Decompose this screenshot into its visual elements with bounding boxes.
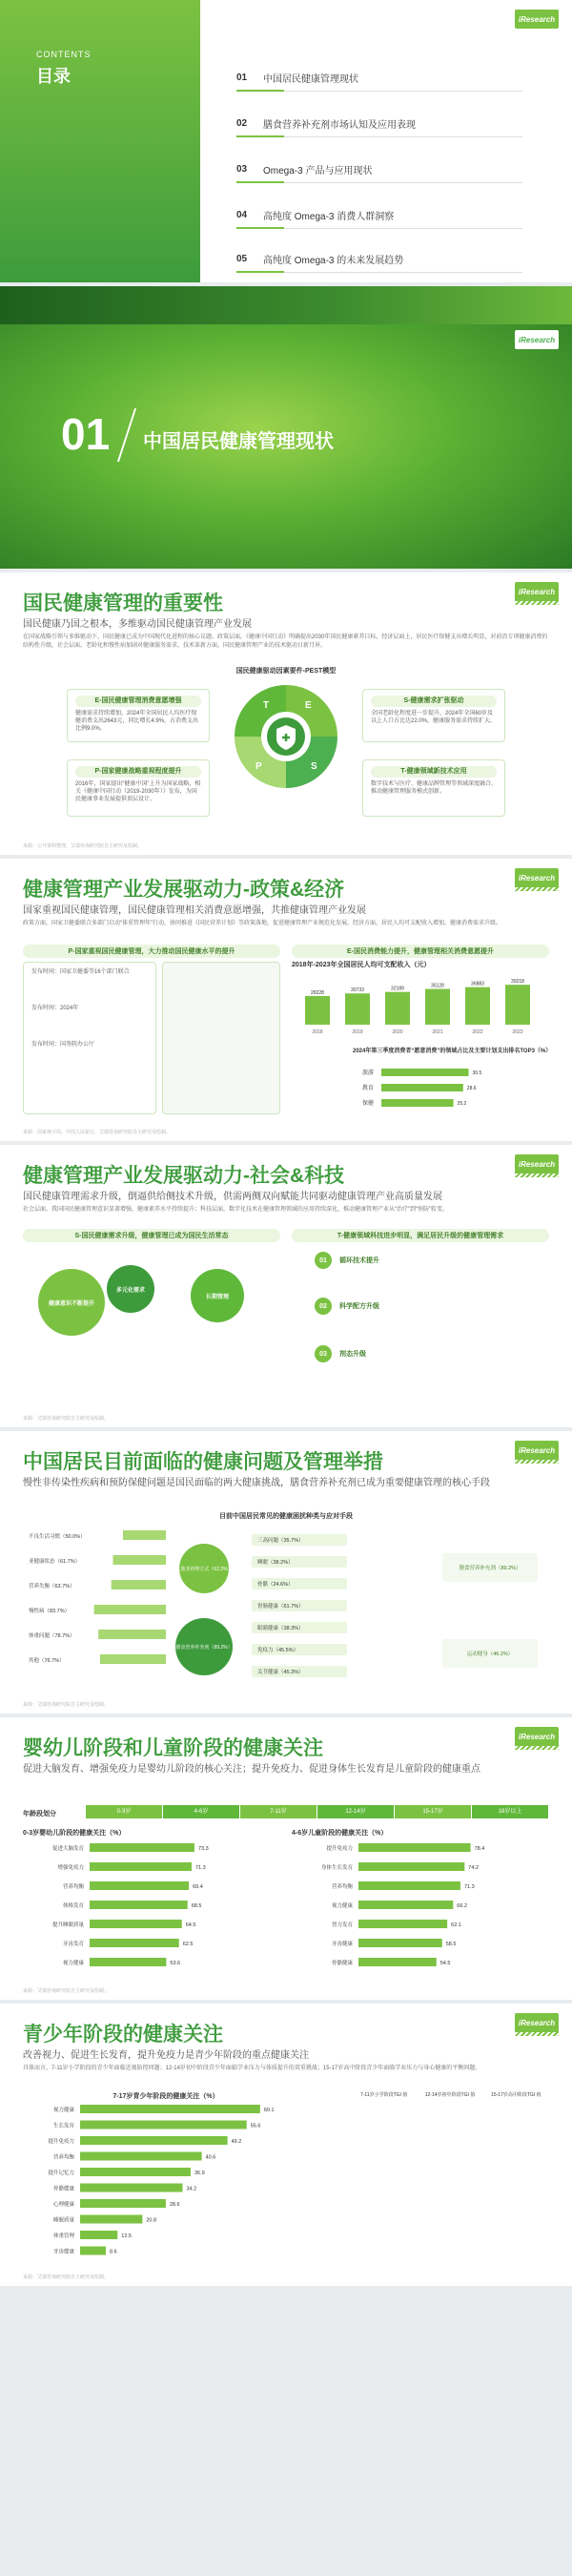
page-title: 健康管理产业发展驱动力-政策&经济 — [23, 879, 345, 901]
bar-chart-title: 2018年-2023年全国居民人均可支配收入（元） — [292, 962, 431, 968]
source-note: 来源：公开资料整理，艾瑞咨询研究院自主研究及绘制。 — [23, 843, 143, 849]
page-subtitle: 国家重视国民健康管理，国民健康管理相关消费意愿增强，共推健康管理产业发展 — [23, 905, 366, 916]
income-value: 32189 — [391, 986, 404, 992]
bar-value: 64.5 — [185, 1922, 196, 1928]
tech-title: T-健康领域科技进步明显，满足居民升级的健康管理需求 — [292, 1229, 549, 1242]
bar-label: 骨骼健康 — [331, 1961, 353, 1966]
income-bar-chart — [292, 969, 549, 1036]
concern-label: 三高问题（35.7%） — [257, 1538, 304, 1544]
policy-list: 发布时间：国家卫健委等16个部门联合 发布时间：2024年 发布时间：国务院办公厅 — [23, 962, 156, 1114]
teen-value: 40.6 — [205, 2154, 216, 2161]
contents-zh: 目录 — [36, 67, 71, 86]
brand-logo: iResearch — [515, 1154, 559, 1174]
income-value: 35128 — [431, 983, 444, 989]
income-value: 28228 — [311, 989, 324, 996]
tech-num: 03 — [315, 1345, 332, 1362]
pest-letter: E — [305, 700, 312, 711]
brand-logo: iResearch — [515, 330, 559, 349]
tech-item: 剂态升级 — [339, 1351, 366, 1358]
bar-label: 智力发育 — [331, 1922, 353, 1928]
bar-value: 78.4 — [474, 1846, 485, 1852]
concern-label: 眼睛健康（38.3%） — [257, 1626, 304, 1631]
pest-letter: P — [255, 761, 262, 772]
age-stage: 7-11岁 — [240, 1805, 317, 1818]
top3-value: 28.6 — [466, 1086, 477, 1091]
age-stage: 4-6岁 — [163, 1805, 240, 1818]
hbar — [358, 1901, 453, 1909]
brand-logo: iResearch — [515, 582, 559, 601]
problem-label: 其他（76.7%） — [29, 1658, 65, 1664]
source-note: 来源：国家统计局，中国人民银行，艾瑞咨询研究院自主研究及绘制。 — [23, 1130, 172, 1135]
left-chart-title: 0-3岁婴幼儿阶段的健康关注（%） — [23, 1830, 126, 1837]
toc-item[interactable]: 05 高纯度 Omega-3 的未来发展趋势 — [236, 252, 522, 273]
bar-value: 69.4 — [193, 1884, 203, 1890]
section-cover — [0, 286, 572, 572]
health-problem-chart — [23, 1525, 549, 1696]
toc-item[interactable]: 01 中国居民健康管理现状 — [236, 71, 522, 92]
income-bar — [305, 996, 330, 1025]
contents-panel — [0, 0, 200, 286]
concern-label: 胃肠健康（61.7%） — [257, 1604, 304, 1610]
income-bar — [465, 987, 490, 1025]
bar-value: 68.5 — [191, 1903, 202, 1909]
age-stage: 0-3岁 — [86, 1805, 163, 1818]
income-bar — [345, 993, 370, 1025]
bar-label: 增强免疫力 — [57, 1865, 84, 1871]
hbar — [90, 1901, 188, 1909]
concern-label: 骨骼（24.6%） — [257, 1582, 294, 1588]
income-year: 2019 — [352, 1029, 363, 1035]
teen-value: 55.6 — [250, 2123, 261, 2129]
social-title: S-国民健康需求升级，健康管理已成为国民生活常态 — [23, 1229, 280, 1242]
teen-label: 心理健康 — [52, 2202, 74, 2208]
bar-value: 54.5 — [439, 1961, 451, 1966]
bar-label: 视力健康 — [331, 1903, 353, 1909]
bar-value: 66.2 — [457, 1903, 468, 1909]
pest-e-box: E-国民健康管理消费意愿增强 健康需求持续增加，2024年全国居民人均医疗保健消费支出2643元，同比增长4.9%，占消费支出比例9.0%。 — [67, 689, 210, 742]
toc-item[interactable]: 03 Omega-3 产品与应用现状 — [236, 162, 522, 183]
income-bar — [385, 992, 410, 1025]
intro-text: 具体而言，7-11岁小学阶段的青少年面临近视防控问题；12-14岁初中阶段青少年面临学业压力与体质提升的双重挑战；15-17岁高中阶段青少年面临学业压力与身心健康的平衡问题。 — [23, 2066, 481, 2071]
bar-label: 提升睡眠质量 — [51, 1922, 84, 1928]
income-value: 39218 — [511, 979, 524, 986]
method-label-1: 其他非药物方式（62.3%） — [175, 1567, 233, 1572]
bar-label: 体格发育 — [62, 1903, 84, 1909]
top3-bar — [381, 1069, 469, 1076]
teen-bar — [80, 2168, 191, 2176]
social-circle-3: 长期管理 — [191, 1269, 244, 1322]
pest-p-box: P-国家健康战略重视程度提升 2016年，国家提出“健康中国”上升为国家战略，相关《健康中国行动（2019-2030年）》发布，为国民健康事业发展提供顶层设计。 — [67, 759, 210, 817]
hbar — [90, 1939, 179, 1947]
hbar — [90, 1920, 182, 1928]
age-stage: 15-17岁 — [395, 1805, 472, 1818]
teen-chart — [23, 2103, 337, 2265]
problem-label: 体重问题（78.7%） — [29, 1633, 75, 1639]
teen-value: 8.6 — [110, 2249, 117, 2255]
bar-label: 牙齿健康 — [331, 1942, 353, 1947]
income-bar — [425, 989, 450, 1025]
social-circle-1: 健康意识不断提升 — [38, 1269, 105, 1336]
page-title: 婴幼儿阶段和儿童阶段的健康关注 — [23, 1737, 323, 1759]
tech-num: 01 — [315, 1252, 332, 1269]
contents-en: CONTENTS — [36, 50, 92, 59]
hbar — [90, 1958, 166, 1966]
section-slash — [117, 408, 136, 462]
income-bar — [505, 985, 530, 1025]
pest-t-box: T-健康领域新技术应用 数字技术与医疗、健康品牌管理等领域深度融合，推动健康管理服务模式创新。 — [362, 759, 505, 817]
income-year: 2022 — [472, 1029, 483, 1035]
teen-bar — [80, 2247, 106, 2255]
policy-title: P-国家重视国民健康管理，大力推动国民健康水平的提升 — [23, 945, 280, 958]
top3-title: 2024年第三季度消费者“愿意消费”的领域占比及主要计划支出排名TOP3（%） — [353, 1049, 552, 1054]
teen-value: 36.9 — [194, 2171, 205, 2176]
problem-label: 亚健康状态（61.7%） — [29, 1559, 81, 1565]
bar-value: 58.5 — [445, 1942, 457, 1947]
bar-label: 身体生长发育 — [320, 1865, 353, 1871]
hbar — [90, 1862, 192, 1871]
pest-s-box: S-健康需求扩张驱动 全国老龄化程度进一步提升，2024年全国60岁及以上人口占比达22.0%，健康服务需求持续扩大。 — [362, 689, 505, 742]
age-stage: 18岁以上 — [472, 1805, 549, 1818]
teen-bar — [80, 2136, 228, 2145]
brand-logo: iResearch — [515, 2013, 559, 2032]
bar-label: 营养均衡 — [331, 1884, 353, 1890]
source-note: 来源：艾瑞咨询研究院自主研究及绘制。 — [23, 1702, 110, 1708]
income-value: 36883 — [471, 981, 484, 987]
brand-logo: iResearch — [515, 1441, 559, 1460]
teen-bar — [80, 2152, 202, 2161]
policy-summary — [162, 962, 280, 1114]
age-stage: 12-14岁 — [317, 1805, 395, 1818]
source-note: 来源：艾瑞咨询研究院自主研究及绘制。 — [23, 1988, 110, 1994]
teen-page — [0, 2004, 572, 2290]
teen-label: 视力健康 — [52, 2108, 74, 2113]
tgi-header: 7-11岁小学阶段TGI 值 — [359, 2092, 408, 2098]
infant-chart — [23, 1839, 280, 1983]
page-subtitle: 慢性非传染性疾病和预防保健问题是国民面临的两大健康挑战，膳食营养补充剂已成为重要健康管理的核心手段 — [23, 1478, 490, 1488]
bar-value: 73.3 — [197, 1846, 209, 1852]
problem-bar — [94, 1605, 166, 1614]
teen-value: 12.5 — [121, 2233, 133, 2239]
cover-top-bar — [0, 286, 572, 324]
hbar — [90, 1881, 189, 1890]
brand-logo: iResearch — [515, 1727, 559, 1746]
problem-label: 不良生活习惯（50.0%） — [29, 1534, 86, 1540]
teen-label: 骨骼健康 — [52, 2186, 74, 2192]
chart-title: 7-17岁青少年阶段的健康关注（%） — [112, 2093, 219, 2100]
concern-label: 睡眠（38.2%） — [257, 1560, 294, 1566]
bar-label: 牙齿发育 — [62, 1942, 84, 1947]
problem-bar — [98, 1630, 166, 1639]
brand-logo: iResearch — [515, 10, 559, 29]
teen-value: 60.1 — [263, 2108, 275, 2113]
brand-logo: iResearch — [515, 868, 559, 887]
chart-title: 目前中国居民常见的健康困扰种类与应对手段 — [219, 1513, 353, 1520]
teen-value: 20.8 — [146, 2217, 157, 2224]
economy-title: E-国民消费能力提升，健康管理相关消费意愿提升 — [292, 945, 549, 958]
top3-bar — [381, 1099, 454, 1107]
teen-label: 营养均衡 — [52, 2154, 74, 2161]
child-chart — [292, 1839, 549, 1983]
pest-letter: T — [263, 700, 270, 711]
teen-value: 34.2 — [186, 2186, 197, 2192]
hbar — [358, 1881, 460, 1890]
teen-label: 生长发育 — [52, 2123, 74, 2129]
hbar — [358, 1920, 447, 1928]
infant-child-page — [0, 1717, 572, 2004]
method-label-2: 膳食营养补充剂（89.2%） — [175, 1645, 233, 1651]
page-subtitle: 改善视力、促进生长发育，提升免疫力是青少年阶段的重点健康关注 — [23, 2050, 309, 2061]
teen-value: 28.6 — [169, 2202, 180, 2208]
page-title: 中国居民目前面临的健康问题及管理举措 — [23, 1451, 383, 1473]
income-year: 2021 — [432, 1029, 443, 1035]
concern-label: 免疫力（45.5%） — [257, 1648, 299, 1653]
toc-list — [200, 0, 572, 286]
bar-value: 62.1 — [451, 1922, 461, 1928]
tech-num: 02 — [315, 1298, 332, 1315]
page-title: 健康管理产业发展驱动力-社会&科技 — [23, 1165, 345, 1187]
pest-letter: S — [311, 761, 317, 772]
bar-label: 提升免疫力 — [326, 1846, 353, 1852]
bar-label: 促进大脑发育 — [51, 1846, 84, 1852]
right-chart-title: 4-6岁儿童阶段的健康关注（%） — [292, 1830, 388, 1837]
problem-bar — [112, 1555, 166, 1565]
tgi-header: 12-14岁初中阶段TGI 值 — [424, 2092, 476, 2098]
top3-bar — [381, 1084, 463, 1091]
teen-bar — [80, 2121, 247, 2129]
bar-label: 营养均衡 — [62, 1884, 84, 1890]
pest-diagram — [235, 685, 337, 788]
teen-bar — [80, 2215, 142, 2224]
social-tech-page — [0, 1145, 572, 1431]
toc-item[interactable]: 02 膳食营养补充剂市场认知及应用表现 — [236, 116, 522, 137]
teen-label: 睡眠质量 — [52, 2217, 74, 2224]
teen-label: 提升记忆力 — [48, 2171, 74, 2176]
problem-label: 营养失衡（63.7%） — [29, 1584, 75, 1589]
top3-value: 25.2 — [457, 1101, 467, 1107]
teen-bar — [80, 2199, 166, 2208]
policy-economy-page — [0, 859, 572, 1145]
tgi-headers — [351, 2091, 549, 2098]
teen-bar — [80, 2184, 182, 2192]
source-note: 来源：艾瑞咨询研究院自主研究及绘制。 — [23, 2275, 110, 2280]
chart-title: 国民健康驱动因素要件-PEST模型 — [235, 668, 337, 675]
top3-label: 教育 — [362, 1086, 375, 1091]
tgi-header: 15-17岁高中阶段TGI 值 — [491, 2092, 541, 2098]
income-year: 2020 — [392, 1029, 403, 1035]
teen-label: 体重管理 — [52, 2233, 74, 2239]
section-title: 中国居民健康管理现状 — [143, 431, 334, 452]
tech-item: 循环技术提升 — [339, 1257, 379, 1264]
top3-value: 30.5 — [472, 1070, 482, 1076]
section-number: 01 — [61, 409, 111, 459]
source-note: 来源：艾瑞咨询研究院自主研究及绘制。 — [23, 1416, 110, 1422]
top3-label: 保健 — [362, 1101, 375, 1107]
income-year: 2023 — [512, 1029, 523, 1035]
age-label: 年龄段划分 — [23, 1811, 56, 1818]
teen-value: 49.2 — [231, 2139, 242, 2145]
concern-label: 关节健康（45.3%） — [257, 1670, 304, 1675]
page-title: 青少年阶段的健康关注 — [23, 2024, 223, 2046]
intro-text: 社会层面，我国国民健康管理意识显著增强，健康素养水平持续提升；科技层面，数字化技术在健康管理领域的应用持续深化，推动健康管理产业从“治疗”到“预防”转变。 — [23, 1207, 448, 1213]
hbar — [90, 1843, 194, 1852]
page-subtitle: 促进大脑发育、增强免疫力是婴幼儿阶段的核心关注；提升免疫力、促进身体生长发育是儿童阶段的健康重点 — [23, 1764, 480, 1775]
top3-chart — [296, 1063, 549, 1120]
teen-label: 提升免疫力 — [48, 2139, 74, 2145]
response-label: 运动健身（46.2%） — [466, 1652, 514, 1657]
hbar — [358, 1843, 471, 1852]
page-subtitle: 国民健康管理需求升级，倒逼供给侧技术升级，供需两侧双向赋能共同驱动健康管理产业高质量发展 — [23, 1192, 442, 1202]
social-circle-2: 多元化需求 — [107, 1265, 154, 1313]
teen-bar — [80, 2231, 117, 2239]
bar-label: 视力健康 — [62, 1961, 84, 1966]
bar-value: 71.3 — [194, 1865, 206, 1871]
problem-bar — [112, 1580, 166, 1589]
page-title: 国民健康管理的重要性 — [23, 592, 223, 614]
health-problems-page — [0, 1431, 572, 1717]
problem-bar — [100, 1654, 166, 1664]
income-value: 30733 — [351, 987, 364, 994]
hbar — [358, 1862, 464, 1871]
intro-text: 政策方面，国家卫健委联合多部门启动“体重管理年”行动，协同推进《国民营养计划》等政策落地，促进健康管理产业规范化发展。经济方面，居民人均可支配收入增加，健康消费需求升级。 — [23, 921, 501, 926]
tech-item: 科学配方升级 — [339, 1303, 379, 1310]
problem-bar — [123, 1530, 166, 1540]
pest-page — [0, 572, 572, 859]
teen-label: 牙齿健康 — [52, 2249, 74, 2255]
age-stages — [86, 1805, 549, 1818]
contents-page — [0, 0, 572, 286]
hbar — [358, 1939, 442, 1947]
top3-label: 旅游 — [362, 1070, 375, 1076]
bar-value: 62.5 — [182, 1942, 194, 1947]
hbar — [358, 1958, 437, 1966]
bar-value: 71.3 — [463, 1884, 475, 1890]
toc-item[interactable]: 04 高纯度 Omega-3 消费人群洞察 — [236, 208, 522, 229]
response-label: 膳食营养补充剂（89.2%） — [459, 1566, 521, 1571]
page-subtitle: 国民健康乃国之根本，多维驱动国民健康管理产业发展 — [23, 619, 252, 630]
intro-text: 在国家战略引领与多维驱动下，国民健康已成为中国现代化进程的核心议题。政策层面，《健康中国行动》明确提出2030年国民健康素养目标，经济层面上，居民医疗保健支出增长明显，对前沿专项健康消费的结构性升级，社会层面，老龄化和慢性病加剧对健康服务需求，技术革新方面，国民健康管理产业的技术驱动日新月异。 — [23, 634, 548, 649]
bar-value: 53.6 — [170, 1961, 181, 1966]
problem-label: 慢性病（83.7%） — [29, 1609, 71, 1614]
income-year: 2018 — [312, 1029, 323, 1035]
bar-value: 74.2 — [468, 1865, 480, 1871]
teen-bar — [80, 2105, 260, 2113]
